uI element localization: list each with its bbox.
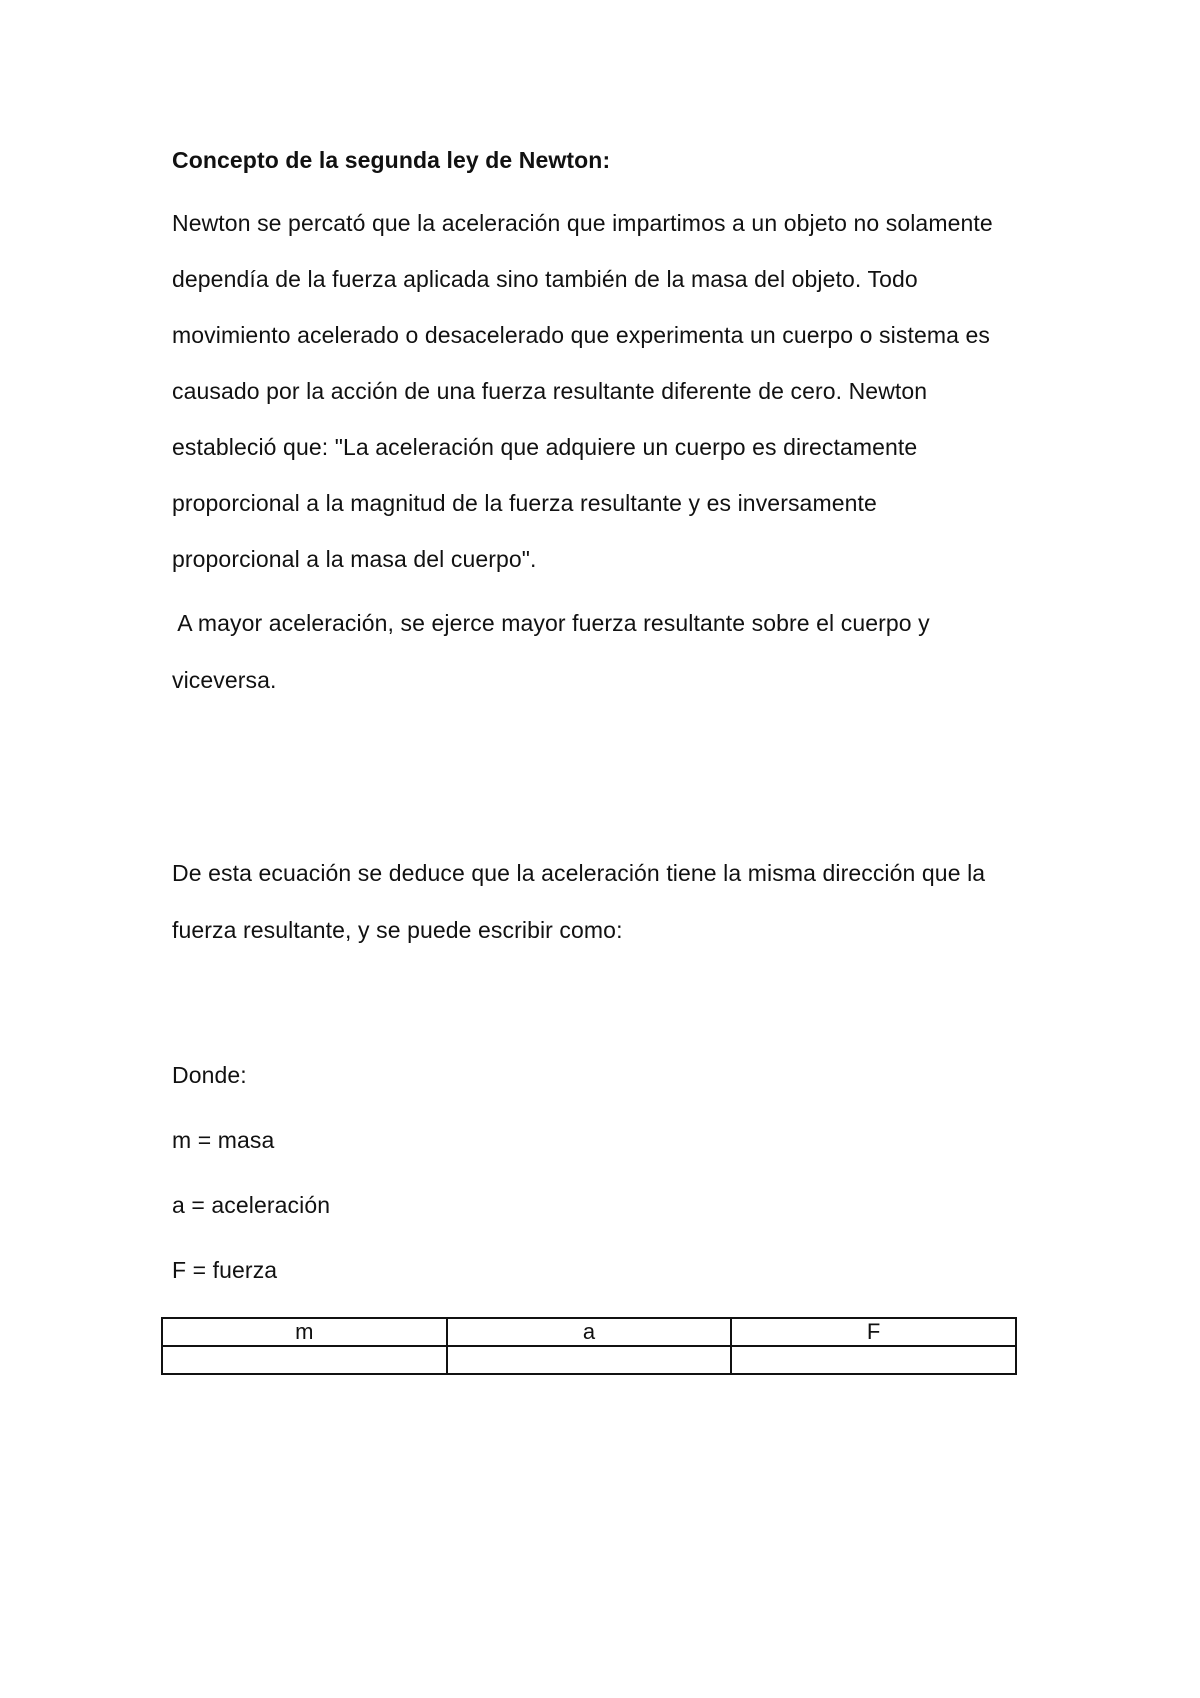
table-cell	[162, 1346, 447, 1374]
table-cell	[731, 1346, 1016, 1374]
paragraph-1-line-4: causado por la acción de una fuerza resultante diferente de cero. Newton	[172, 378, 928, 404]
paragraph-2-line-1: A mayor aceleración, se ejerce mayor fuerza resultante sobre el cuerpo y	[172, 610, 930, 636]
paragraph-1-line-1: Newton se percató que la aceleración que impartimos a un objeto no solamente	[172, 210, 993, 236]
paragraph-1-line-2: dependía de la fuerza aplicada sino también de la masa del objeto. Todo	[172, 266, 918, 292]
table-header-cell-f: F	[731, 1318, 1016, 1346]
where-label: Donde:	[172, 1062, 247, 1088]
table-header-cell-m: m	[162, 1318, 447, 1346]
paragraph-3-line-2: fuerza resultante, y se puede escribir como:	[172, 917, 623, 943]
table-cell	[447, 1346, 732, 1374]
table-row	[162, 1346, 1016, 1374]
paragraph-1-line-3: movimiento acelerado o desacelerado que experimenta un cuerpo o sistema es	[172, 322, 990, 348]
variables-table	[161, 1317, 1017, 1375]
definition-acceleration: a = aceleración	[172, 1192, 331, 1218]
paragraph-1-line-6: proporcional a la magnitud de la fuerza resultante y es inversamente	[172, 490, 877, 516]
document-heading: Concepto de la segunda ley de Newton:	[172, 147, 611, 173]
paragraph-2-line-2: viceversa.	[172, 667, 277, 693]
paragraph-3-line-1: De esta ecuación se deduce que la aceleración tiene la misma dirección que la	[172, 860, 986, 886]
definition-mass: m = masa	[172, 1127, 275, 1153]
table-header-row	[162, 1318, 1016, 1346]
paragraph-1-line-7: proporcional a la masa del cuerpo".	[172, 546, 537, 572]
definition-force: F = fuerza	[172, 1257, 278, 1283]
table-header-cell-a: a	[447, 1318, 732, 1346]
paragraph-1-line-5: estableció que: "La aceleración que adquiere un cuerpo es directamente	[172, 434, 918, 460]
